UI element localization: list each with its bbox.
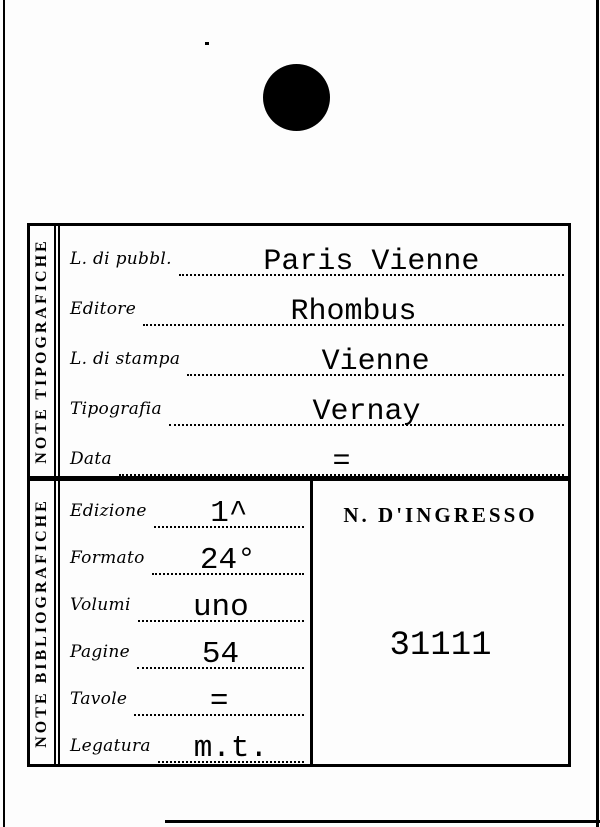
ingresso-number: 31111 [389,627,492,665]
row-formato [70,528,304,578]
label-editore: Editore [70,299,137,319]
section-note-tipografiche [30,226,568,481]
value-pagine: 54 [201,637,240,672]
label-tavole: Tavole [70,689,128,709]
label-l-di-pubbl: L. di pubbl. [70,249,172,269]
label-pagine: Pagine [70,642,130,662]
underline-l-di-pubbl [179,226,564,279]
value-edizione: 1^ [210,496,248,531]
row-pagine [70,622,304,672]
ingresso-cell [313,481,568,764]
label-edizione: Edizione [70,501,147,521]
value-formato: 24° [199,543,256,578]
row-tipografia [70,376,564,429]
punch-hole [263,64,330,131]
label-formato: Formato [70,548,145,568]
bibliografiche-rows [60,481,313,764]
ink-speck [205,42,209,45]
side-label-tipografiche: NOTE TIPOGRAFICHE [33,238,50,464]
underline-tipografia [169,376,564,429]
row-volumi [70,575,304,625]
side-column-tipografiche [30,226,60,476]
underline-data [119,426,564,479]
underline-pagine [137,622,304,672]
row-legatura [70,716,304,766]
value-volumi: uno [192,590,249,625]
underline-legatura [158,716,304,766]
row-l-di-stampa [70,326,564,379]
row-edizione [70,481,304,531]
value-data: = [332,445,351,479]
catalog-card-table [27,223,571,767]
value-tavole: = [209,684,229,719]
row-tavole [70,669,304,719]
value-legatura: m.t. [193,731,269,766]
value-editore: Rhombus [290,295,417,329]
label-volumi: Volumi [70,595,131,615]
row-l-di-pubbl [70,226,564,279]
side-label-bibliografiche: NOTE BIBLIOGRAFICHE [33,497,50,748]
label-legatura: Legatura [70,736,151,756]
scan-edge-left-line [3,0,5,827]
ingresso-label: N. D'INGRESSO [343,503,538,527]
underline-tavole [134,669,304,719]
label-l-di-stampa: L. di stampa [70,349,181,369]
underline-formato [152,528,304,578]
tipografiche-rows [60,226,568,479]
underline-editore [143,276,564,329]
scan-edge-bottom-line [165,820,600,823]
row-editore [70,276,564,329]
scan-edge-right-line [596,0,599,827]
label-tipografia: Tipografia [70,399,162,419]
label-data: Data [70,449,112,469]
section-note-bibliografiche [30,481,568,764]
value-l-di-pubbl: Paris Vienne [263,245,480,279]
underline-volumi [138,575,304,625]
row-data [70,426,564,479]
side-column-bibliografiche [30,481,60,764]
underline-edizione [154,481,304,531]
value-l-di-stampa: Vienne [321,345,430,379]
underline-l-di-stampa [187,326,564,379]
value-tipografia: Vernay [312,395,421,429]
